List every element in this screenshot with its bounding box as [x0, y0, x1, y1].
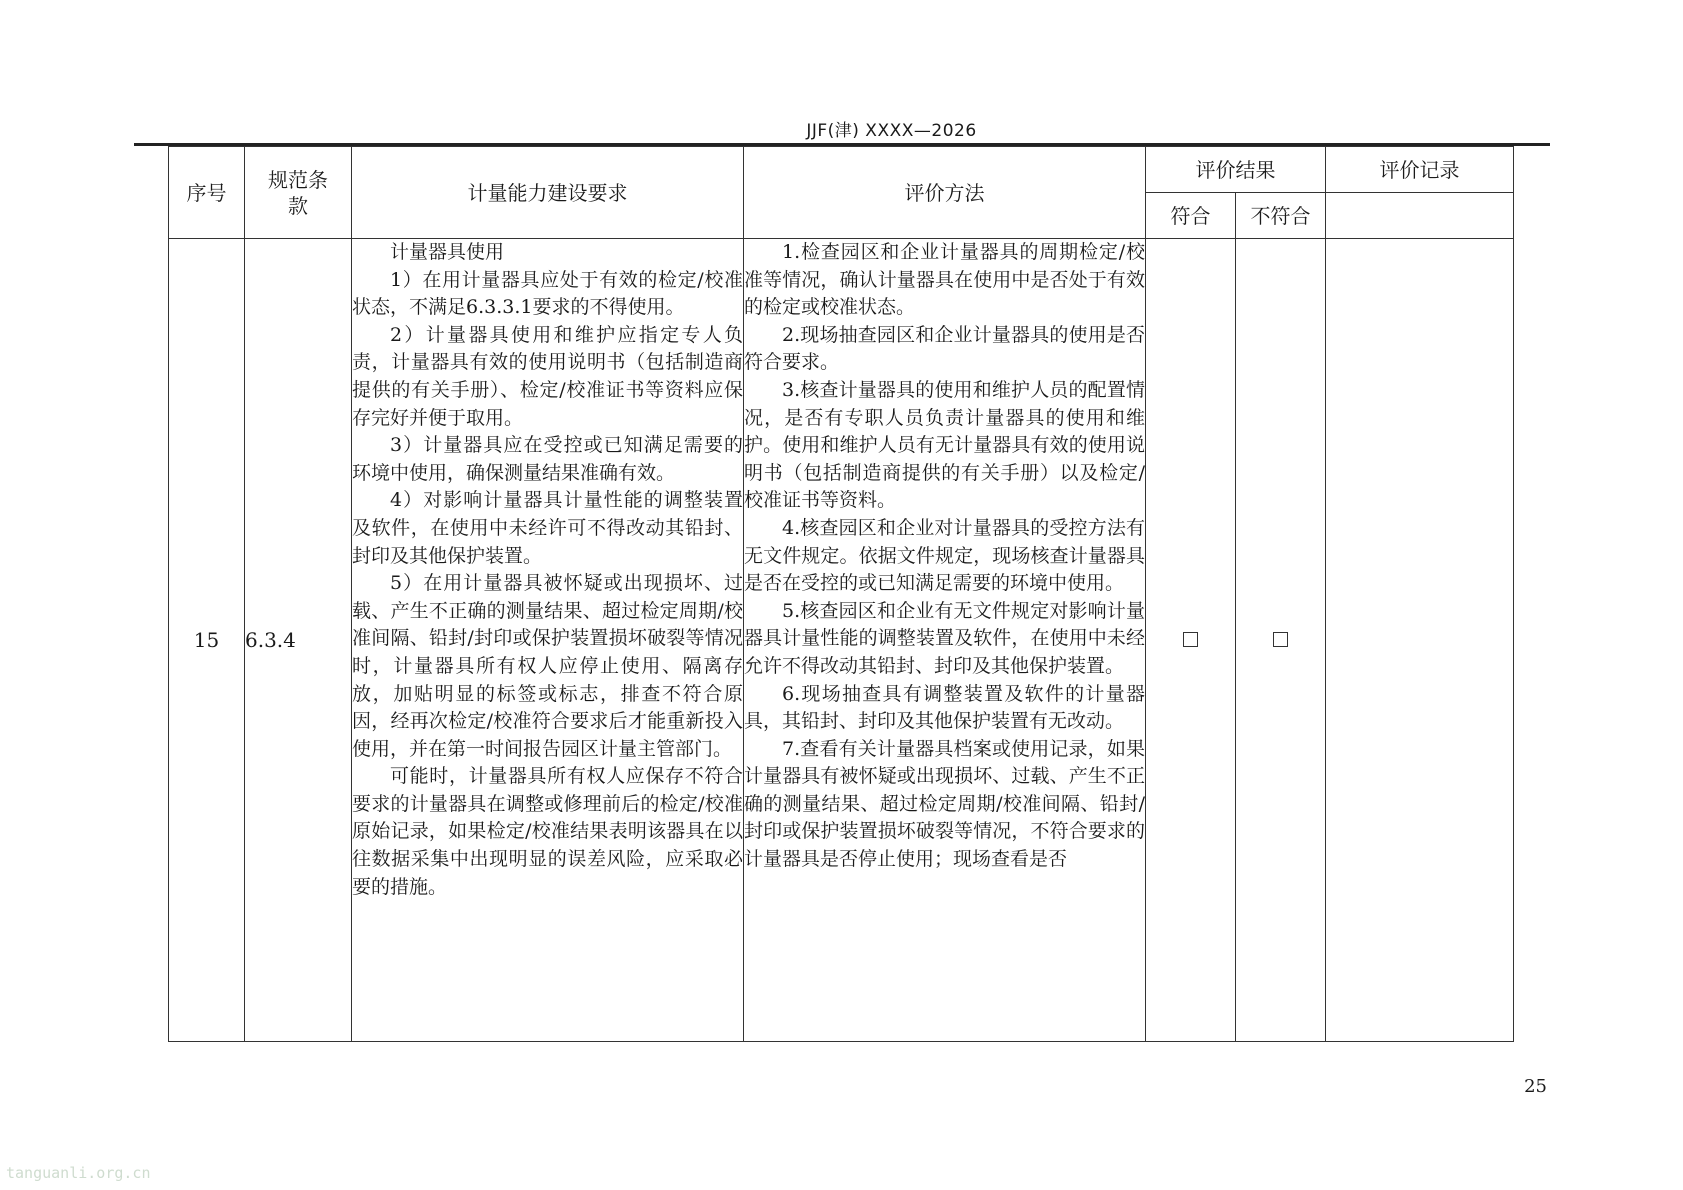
header-nonconform: 不符合 — [1236, 193, 1326, 239]
nonconform-cell — [1236, 239, 1326, 1042]
header-conform: 符合 — [1146, 193, 1236, 239]
header-clause: 规范条款 — [245, 147, 352, 239]
requirement-item: 3）计量器具应在受控或已知满足需要的环境中使用，确保测量结果准确有效。 — [352, 434, 743, 484]
header-record-blank — [1326, 193, 1514, 239]
method-item: 2.现场抽查园区和企业计量器具的使用是否符合要求。 — [744, 323, 1145, 374]
requirement-item: 可能时，计量器具所有权人应保存不符合要求的计量器具在调整或修理前后的检定/校准原始记录，如果检定/校准结果表明该器具在以往数据采集中出现明显的误差风险，应采取必要的措施。 — [352, 765, 743, 898]
header-requirement: 计量能力建设要求 — [352, 147, 744, 239]
requirement-cell — [352, 239, 744, 1042]
evaluation-table — [168, 146, 1514, 1042]
method-item: 1.检查园区和企业计量器具的周期检定/校准等情况，确认计量器具在使用中是否处于有效的检定或校准状态。 — [744, 241, 1145, 319]
row-clause: 6.3.4 — [245, 239, 352, 1042]
conform-cell — [1146, 239, 1236, 1042]
method-item: 6.现场抽查具有调整装置及软件的计量器具，其铅封、封印及其他保护装置有无改动。 — [744, 682, 1145, 733]
method-item: 7.查看有关计量器具档案或使用记录，如果计量器具有被怀疑或出现损坏、过载、产生不正确的测量结果、超过检定周期/校准间隔、铅封/封印或保护装置损坏破裂等情况，不符合要求的计量器具是否停止使用；现场查看是否 — [744, 737, 1145, 871]
requirement-item: 1）在用计量器具应处于有效的检定/校准状态，不满足6.3.3.1要求的不得使用。 — [352, 268, 743, 319]
document-code-header: JJF(津) XXXX—2026 — [806, 121, 977, 141]
header-record: 评价记录 — [1326, 147, 1514, 193]
row-seq: 15 — [169, 239, 245, 1042]
requirement-title: 计量器具使用 — [390, 241, 505, 263]
record-cell[interactable] — [1326, 239, 1514, 1042]
requirement-item: 4）对影响计量器具计量性能的调整装置及软件，在使用中未经许可不得改动其铅封、封印及其他保护装置。 — [352, 489, 743, 567]
page-number: 25 — [1524, 1076, 1547, 1097]
method-item: 3.核查计量器具的使用和维护人员的配置情况，是否有专职人员负责计量器具的使用和维护。使用和维护人员有无计量器具有效的使用说明书（包括制造商提供的有关手册）以及检定/校准证书等资料。 — [744, 378, 1145, 512]
requirement-item: 5）在用计量器具被怀疑或出现损坏、过载、产生不正确的测量结果、超过检定周期/校准间隔、铅封/封印或保护装置损坏破裂等情况时，计量器具所有权人应停止使用、隔离存放，加贴明显的标签或标志，排查不符合原因，经再次检定/校准符合要求后才能重新投入使用，并在第一时间报告园区计量主管部门。 — [352, 572, 743, 760]
header-method: 评价方法 — [744, 147, 1146, 239]
conform-checkbox[interactable] — [1183, 632, 1198, 647]
nonconform-checkbox[interactable] — [1273, 632, 1288, 647]
method-cell — [744, 239, 1146, 1042]
method-item: 5.核查园区和企业有无文件规定对影响计量器具计量性能的调整装置及软件，在使用中未经允许不得改动其铅封、封印及其他保护装置。 — [744, 599, 1145, 677]
watermark: tanguanli.org.cn — [6, 1164, 151, 1182]
header-result: 评价结果 — [1146, 147, 1326, 193]
requirement-item: 2）计量器具使用和维护应指定专人负责，计量器具有效的使用说明书（包括制造商提供的有关手册）、检定/校准证书等资料应保存完好并便于取用。 — [352, 323, 743, 429]
header-seq: 序号 — [169, 147, 245, 239]
table-row — [169, 239, 1514, 1042]
method-item: 4.核查园区和企业对计量器具的受控方法有无文件规定。依据文件规定，现场核查计量器具是否在受控的或已知满足需要的环境中使用。 — [744, 516, 1145, 595]
